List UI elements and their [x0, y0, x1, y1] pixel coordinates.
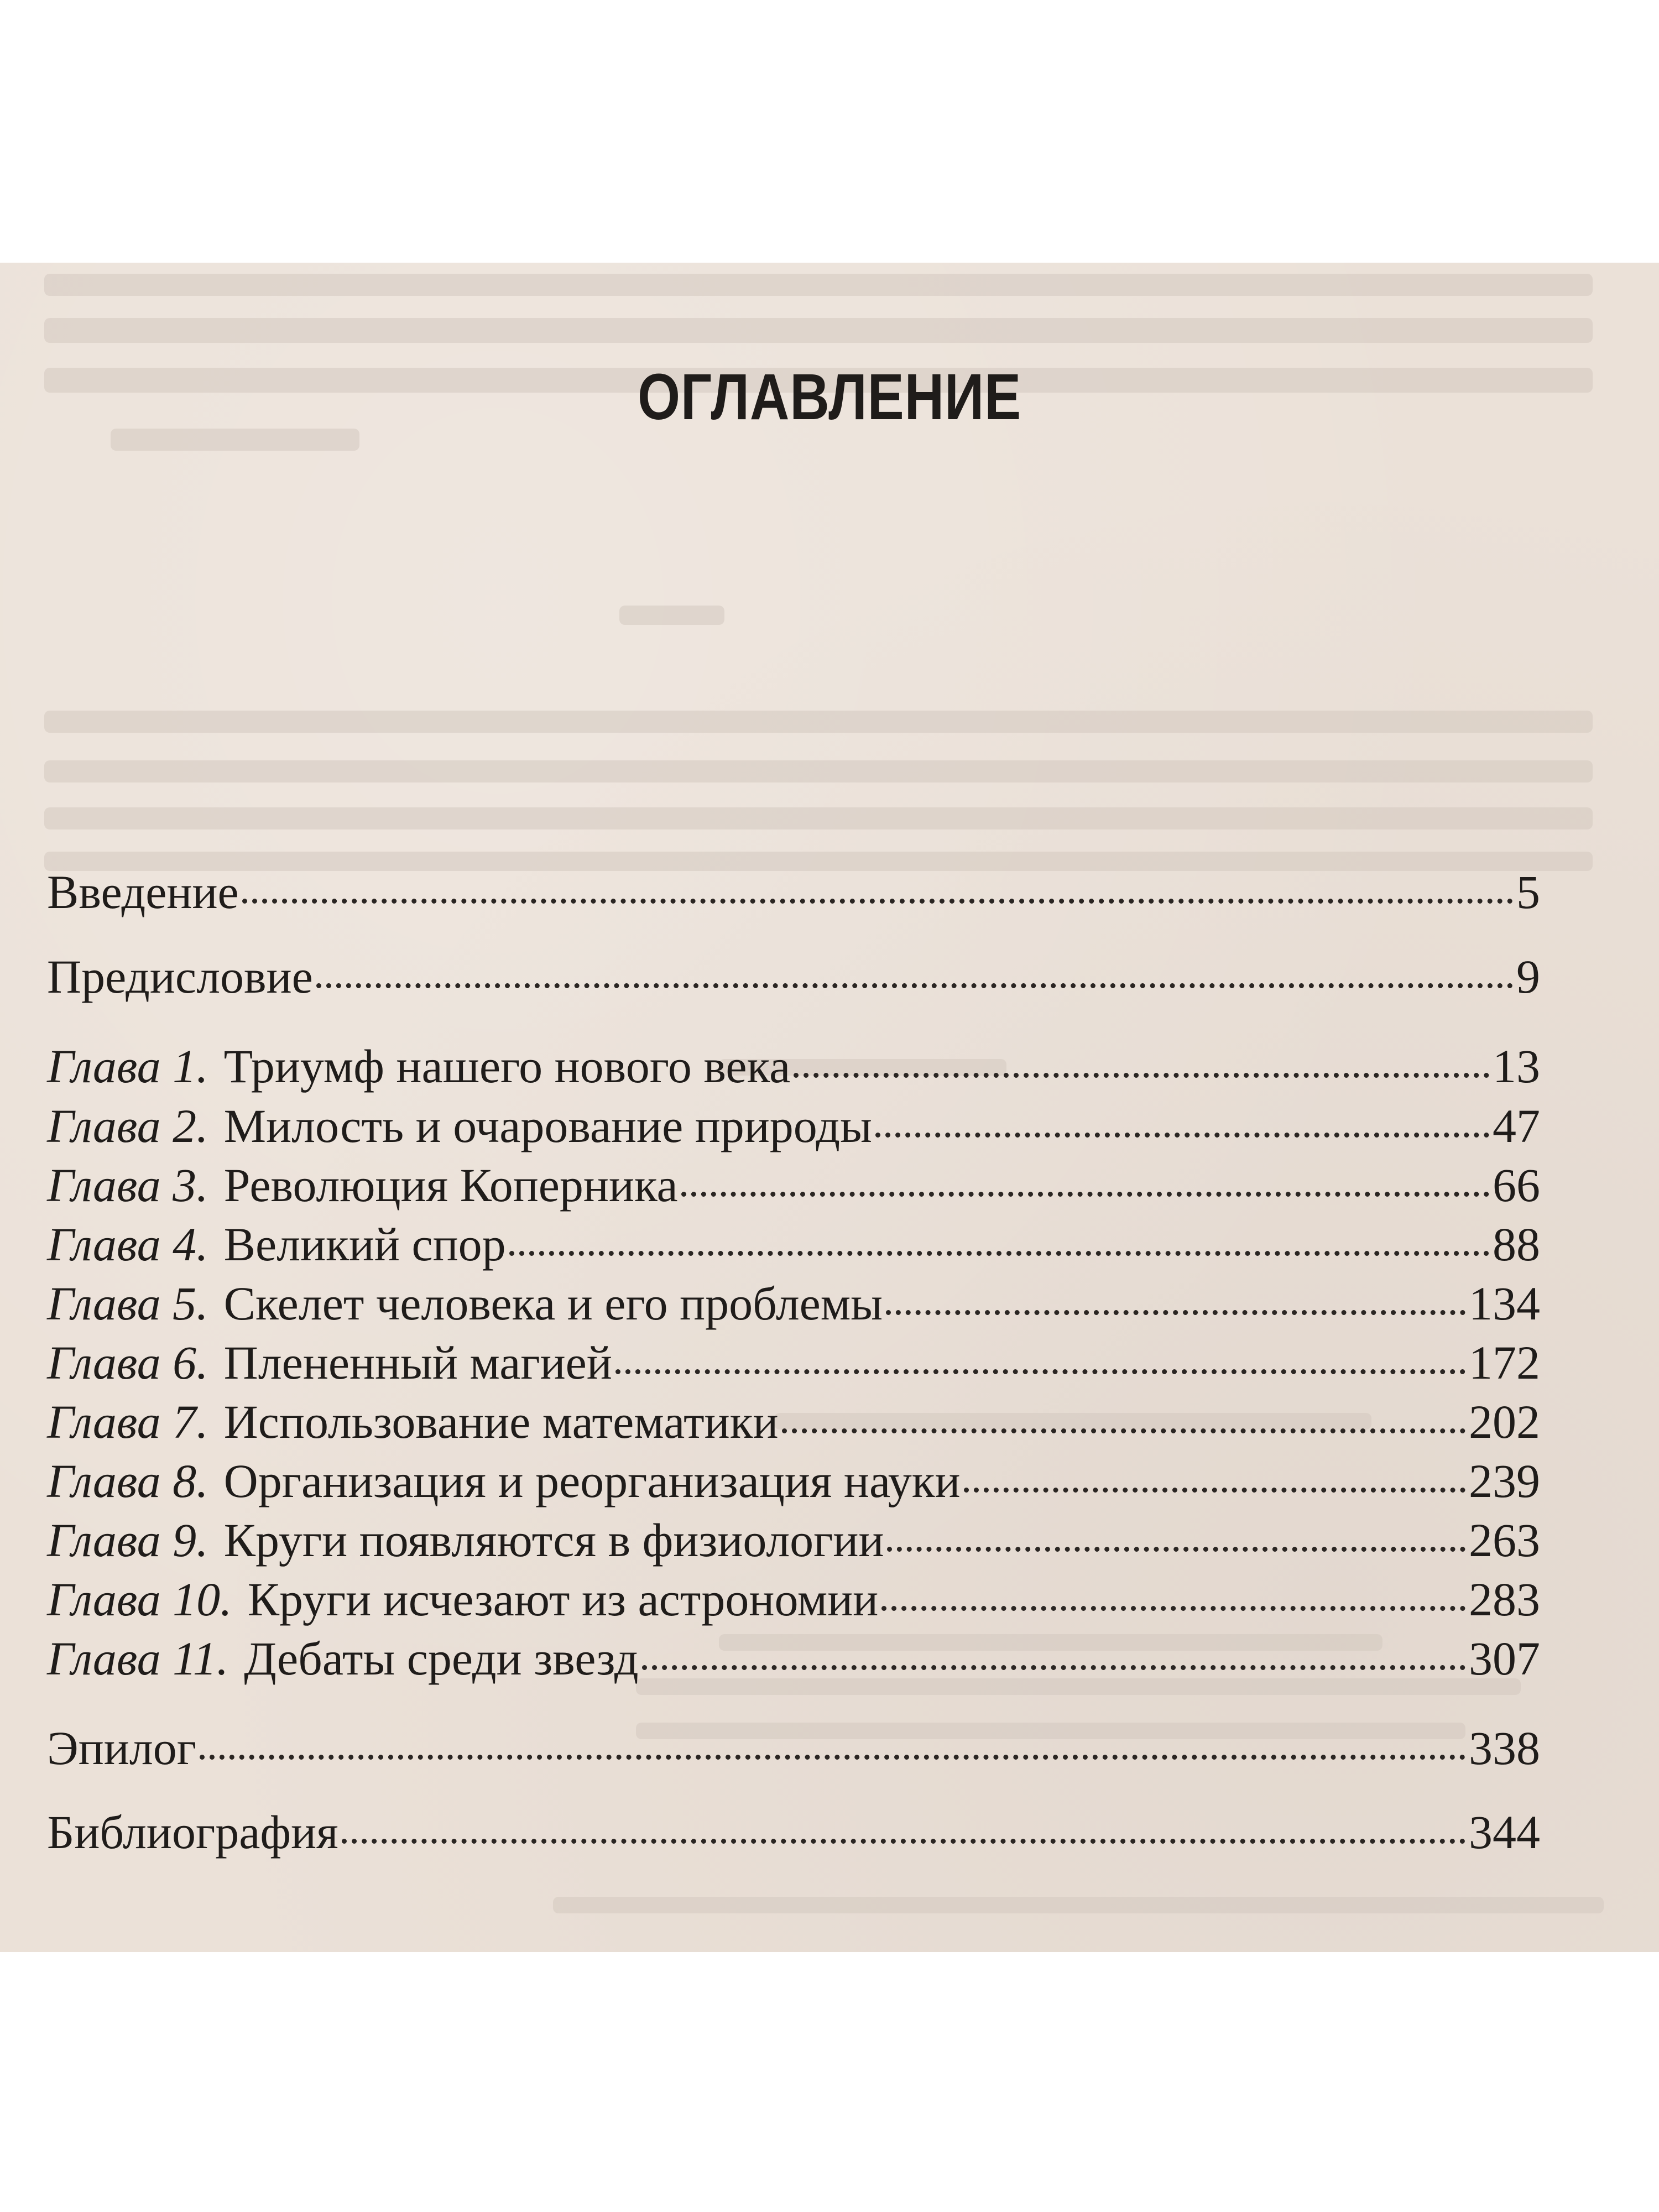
dot-leader [316, 983, 1513, 988]
dot-leader [681, 1192, 1489, 1197]
entry-title: Круги появляются в физиологии [223, 1514, 884, 1567]
page-number: 5 [1516, 865, 1540, 919]
chapter-number: Глава 4. [47, 1218, 208, 1271]
page-number: 13 [1493, 1040, 1540, 1093]
page-number: 9 [1516, 950, 1540, 1003]
chapter-number: Глава 5. [47, 1277, 208, 1330]
entry-title: Круги исчезают из астрономии [247, 1573, 879, 1626]
toc-entry-label [47, 1632, 639, 1685]
chapter-number: Глава 6. [47, 1336, 208, 1389]
dot-leader [782, 1428, 1466, 1433]
dot-leader [887, 1547, 1465, 1552]
entry-title: Плененный магией [223, 1336, 612, 1389]
chapter-number: Глава 10. [47, 1573, 232, 1626]
chapter-number: Глава 9. [47, 1514, 208, 1567]
page-number: 47 [1493, 1099, 1540, 1152]
toc-entry-label [47, 1806, 338, 1859]
toc-entry [47, 865, 1540, 919]
dot-leader [964, 1488, 1465, 1493]
book-page [0, 263, 1659, 1952]
dot-leader [875, 1133, 1489, 1138]
page-number: 344 [1469, 1806, 1540, 1859]
toc-entry-label [47, 1159, 678, 1212]
toc-entry-label [47, 1099, 872, 1152]
page-number: 239 [1469, 1454, 1540, 1507]
dot-leader [886, 1310, 1465, 1315]
entry-title: Библиография [47, 1806, 338, 1859]
table-of-contents [47, 263, 1540, 1952]
dot-leader [615, 1369, 1465, 1374]
entry-title: Введение [47, 865, 239, 919]
toc-entry [47, 1806, 1540, 1859]
chapter-number: Глава 2. [47, 1099, 208, 1152]
page-number: 172 [1469, 1336, 1540, 1389]
entry-title: Революция Коперника [223, 1159, 678, 1212]
page-number: 134 [1469, 1277, 1540, 1330]
toc-entry-label [47, 1218, 506, 1271]
page-number: 202 [1469, 1395, 1540, 1448]
toc-entry [47, 1395, 1540, 1448]
toc-entry [47, 1099, 1540, 1152]
entry-title: Триумф нашего нового века [223, 1040, 791, 1093]
page-number: 307 [1469, 1632, 1540, 1685]
entry-title: Скелет человека и его проблемы [223, 1277, 883, 1330]
page-number: 263 [1469, 1514, 1540, 1567]
chapter-number: Глава 11. [47, 1632, 229, 1685]
entry-title: Милость и очарование природы [223, 1099, 872, 1152]
entry-title: Предисловие [47, 950, 313, 1003]
toc-entry [47, 1336, 1540, 1389]
chapter-number: Глава 1. [47, 1040, 208, 1093]
dot-leader [509, 1251, 1489, 1256]
page-title: ОГЛАВЛЕНИЕ [637, 361, 1022, 434]
toc-entry [47, 1040, 1540, 1093]
toc-entry [47, 1573, 1540, 1626]
entry-title: Дебаты среди звезд [244, 1632, 639, 1685]
toc-entry [47, 1159, 1540, 1212]
chapter-number: Глава 7. [47, 1395, 208, 1448]
toc-entry-label [47, 1336, 612, 1389]
toc-entry-label [47, 950, 313, 1003]
chapter-number: Глава 3. [47, 1159, 208, 1212]
page-number: 338 [1469, 1721, 1540, 1775]
entry-title: Великий спор [223, 1218, 506, 1271]
toc-entry-label [47, 865, 239, 919]
entry-title: Эпилог [47, 1721, 197, 1775]
toc-entry-label [47, 1573, 879, 1626]
dot-leader [200, 1755, 1465, 1760]
toc-entry-label [47, 1040, 791, 1093]
page-number: 283 [1469, 1573, 1540, 1626]
toc-entry-label [47, 1514, 884, 1567]
page-number: 66 [1493, 1159, 1540, 1212]
toc-entry-label [47, 1721, 197, 1775]
entry-title: Использование математики [223, 1395, 779, 1448]
toc-entry [47, 1277, 1540, 1330]
dot-leader [342, 1839, 1465, 1844]
toc-entry [47, 1721, 1540, 1775]
dot-leader [642, 1665, 1465, 1670]
toc-entry [47, 1514, 1540, 1567]
dot-leader [242, 899, 1513, 904]
page-number: 88 [1493, 1218, 1540, 1271]
toc-entry-label [47, 1454, 961, 1507]
toc-entry-label [47, 1395, 779, 1448]
entry-title: Организация и реорганизация науки [223, 1454, 961, 1507]
toc-entry [47, 1218, 1540, 1271]
toc-entry [47, 950, 1540, 1003]
chapter-number: Глава 8. [47, 1454, 208, 1507]
toc-entry-label [47, 1277, 883, 1330]
toc-entry [47, 1454, 1540, 1507]
dot-leader [794, 1073, 1489, 1078]
dot-leader [881, 1606, 1465, 1611]
toc-entry [47, 1632, 1540, 1685]
